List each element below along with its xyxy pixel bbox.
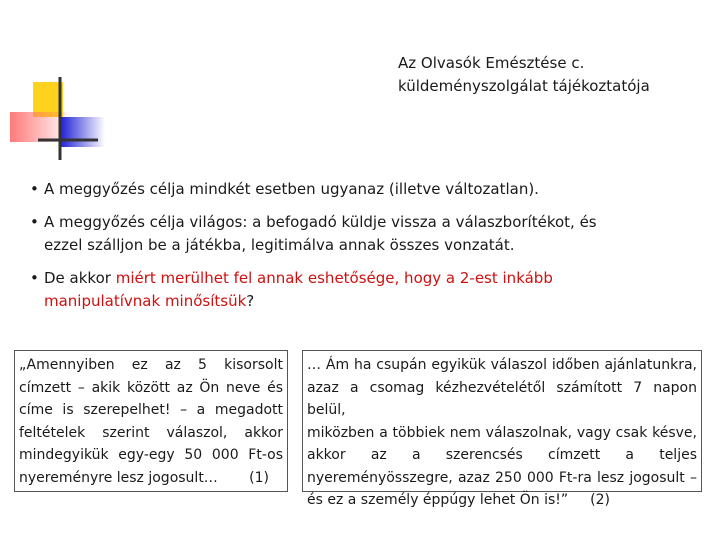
quote-2-line-6: és ez a személy éppúgy lehet Ön is!” (307, 492, 569, 508)
bullet-2-line-2: ezzel szálljon be a játékba, legitimálva annak összes vonzatát. (44, 236, 515, 254)
quote-box-1 (14, 350, 288, 492)
quote-2-tag: (2) (590, 492, 610, 508)
bullet-3-red-text-1: miért merülhet fel annak eshetősége, hogy a 2-est inkább (115, 269, 553, 287)
quote-2-line-5: nyereményösszegre, azaz 250 000 Ft-ra lesz jogosult – (307, 469, 697, 486)
decorative-logo-graphic (0, 0, 110, 165)
bullet-1-text: A meggyőzés célja mindkét esetben ugyanaz (illetve változatlan). (44, 180, 539, 198)
bullet-item-2 (30, 211, 690, 257)
quote-1-line-3: címe is szerepelhet! – a megadott (19, 402, 283, 418)
header-line-1: Az Olvasók Emésztése c. (398, 54, 585, 72)
bullet-list (30, 178, 690, 323)
quote-1-line-5: mindegyikük egy-egy 50 000 Ft-os (19, 447, 283, 463)
quote-1-tag: (1) (249, 469, 269, 486)
header-line-2: küldeményszolgálat tájékoztatója (398, 77, 650, 95)
quote-box-2 (302, 350, 702, 508)
quote-2-line-2: azaz a csomag kézhezvételétől számított 7 napon belül, (307, 379, 697, 418)
blue-block (60, 117, 105, 147)
bullet-item-1 (30, 178, 690, 201)
quote-2-line-3: miközben a többiek nem válaszolnak, vagy csak késve, (307, 424, 697, 441)
quote-1-line-4: feltételek szerint válaszol, akkor (19, 424, 283, 441)
bullet-3-prefix: De akkor (44, 269, 116, 287)
quote-2-line-4: akkor az a szerencsés címzett a teljes (307, 447, 697, 463)
quote-1-line-1: „Amennyiben ez az 5 kisorsolt (19, 357, 283, 373)
bullet-3-red-text-2: manipulatívnak minősítsük (44, 292, 247, 310)
quote-2-line-1: … Ám ha csupán egyikük válaszol időben ajánlatunkra, (307, 357, 697, 373)
quote-1-line-6: nyereményre lesz jogosult… (19, 469, 218, 486)
bullet-item-3 (30, 267, 690, 313)
quote-1-line-2: címzett – akik között az Ön neve és (19, 379, 283, 396)
bullet-3-suffix: ? (246, 292, 255, 310)
header-title (398, 52, 650, 98)
bullet-2-line-1: • A meggyőzés célja világos: a befogadó küldje vissza a válaszborítékot, és (44, 213, 597, 231)
